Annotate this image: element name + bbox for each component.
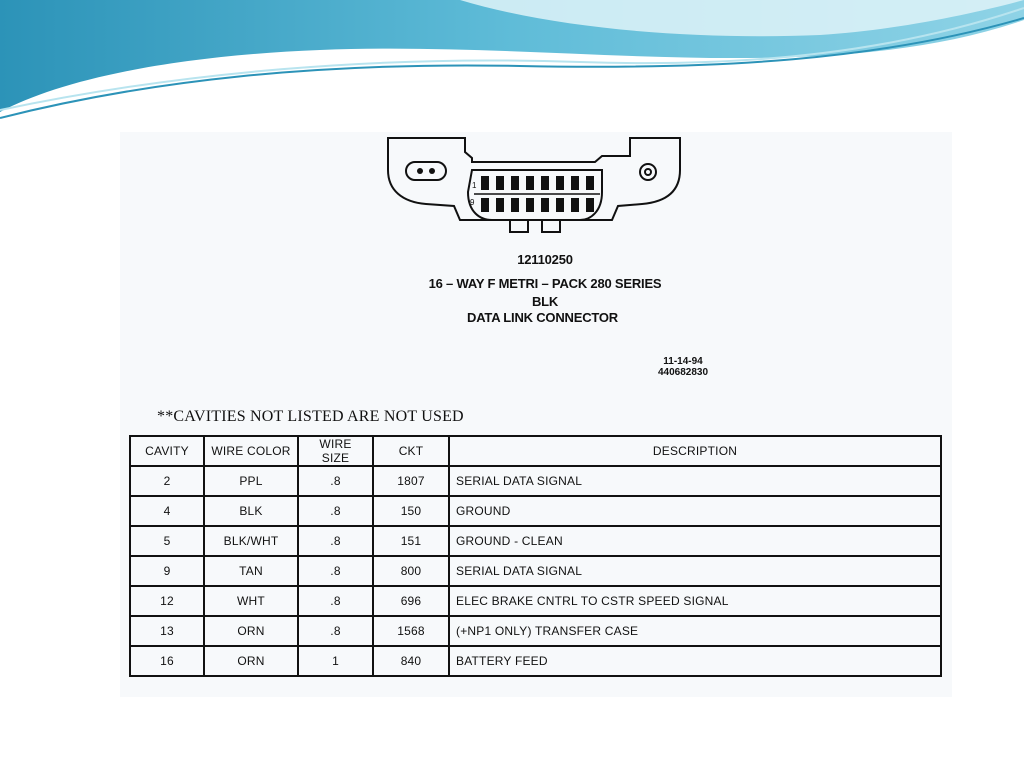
header-wire-size: WIRE SIZE xyxy=(298,436,373,466)
table-row xyxy=(130,526,941,556)
table-header-row xyxy=(130,436,941,466)
table-row xyxy=(130,586,941,616)
connector-drawing xyxy=(380,130,690,245)
wiring-table xyxy=(129,435,942,677)
cell-description: SERIAL DATA SIGNAL xyxy=(449,466,941,496)
connector-pin-top xyxy=(526,176,534,190)
cell-wire-color: PPL xyxy=(204,466,298,496)
cell-cavity: 5 xyxy=(130,526,204,556)
connector-pin-bottom xyxy=(511,198,519,212)
pin-label-1: 1 xyxy=(472,181,477,190)
cell-cavity: 4 xyxy=(130,496,204,526)
cell-cavity: 13 xyxy=(130,616,204,646)
unused-cavities-note: **CAVITIES NOT LISTED ARE NOT USED xyxy=(157,408,464,425)
cell-description: SERIAL DATA SIGNAL xyxy=(449,556,941,586)
connector-color: BLK xyxy=(531,294,559,309)
pin-label-9: 9 xyxy=(470,198,475,207)
cell-description: BATTERY FEED xyxy=(449,646,941,676)
cell-ckt: 696 xyxy=(373,586,449,616)
header-wire-color: WIRE COLOR xyxy=(204,436,298,466)
cell-wire-color: ORN xyxy=(204,646,298,676)
cell-ckt: 800 xyxy=(373,556,449,586)
connector-pin-bottom xyxy=(541,198,549,212)
cell-description: GROUND - CLEAN xyxy=(449,526,941,556)
cell-cavity: 9 xyxy=(130,556,204,586)
cell-cavity: 16 xyxy=(130,646,204,676)
table-row xyxy=(130,616,941,646)
cell-wire-size: .8 xyxy=(298,556,373,586)
cell-wire-size: .8 xyxy=(298,526,373,556)
cell-ckt: 150 xyxy=(373,496,449,526)
cell-wire-size: .8 xyxy=(298,616,373,646)
header-description: DESCRIPTION xyxy=(449,436,941,466)
cell-ckt: 1568 xyxy=(373,616,449,646)
cell-ckt: 151 xyxy=(373,526,449,556)
part-number: 12110250 xyxy=(517,252,573,267)
cell-cavity: 12 xyxy=(130,586,204,616)
cell-ckt: 1807 xyxy=(373,466,449,496)
cell-wire-color: BLK xyxy=(204,496,298,526)
connector-name: DATA LINK CONNECTOR xyxy=(467,310,618,325)
connector-title: 16 – WAY F METRI – PACK 280 SERIES xyxy=(428,276,662,291)
header-wave-banner xyxy=(0,0,1024,125)
cell-description: ELEC BRAKE CNTRL TO CSTR SPEED SIGNAL xyxy=(449,586,941,616)
cell-description: GROUND xyxy=(449,496,941,526)
connector-pin-top xyxy=(556,176,564,190)
table-row xyxy=(130,556,941,586)
connector-pin-bottom xyxy=(481,198,489,212)
connector-pin-top xyxy=(481,176,489,190)
connector-pin-bottom xyxy=(571,198,579,212)
cell-wire-color: TAN xyxy=(204,556,298,586)
cell-ckt: 840 xyxy=(373,646,449,676)
connector-pin-bottom xyxy=(586,198,594,212)
connector-pin-top xyxy=(541,176,549,190)
cell-wire-size: .8 xyxy=(298,586,373,616)
cell-wire-color: BLK/WHT xyxy=(204,526,298,556)
connector-pin-top xyxy=(511,176,519,190)
cell-cavity: 2 xyxy=(130,466,204,496)
cell-wire-size: .8 xyxy=(298,466,373,496)
connector-pin-top xyxy=(586,176,594,190)
header-ckt: CKT xyxy=(373,436,449,466)
cell-description: (+NP1 ONLY) TRANSFER CASE xyxy=(449,616,941,646)
drawing-date: 11-14-94 xyxy=(663,356,703,367)
connector-pin-top xyxy=(496,176,504,190)
cell-wire-size: .8 xyxy=(298,496,373,526)
table-row xyxy=(130,496,941,526)
connector-pin-bottom xyxy=(556,198,564,212)
connector-pin-top xyxy=(571,176,579,190)
cell-wire-color: WHT xyxy=(204,586,298,616)
table-row xyxy=(130,646,941,676)
cell-wire-size: 1 xyxy=(298,646,373,676)
table-row xyxy=(130,466,941,496)
connector-pin-bottom xyxy=(526,198,534,212)
header-cavity: CAVITY xyxy=(130,436,204,466)
cell-wire-color: ORN xyxy=(204,616,298,646)
drawing-code: 440682830 xyxy=(657,367,709,378)
connector-pin-bottom xyxy=(496,198,504,212)
